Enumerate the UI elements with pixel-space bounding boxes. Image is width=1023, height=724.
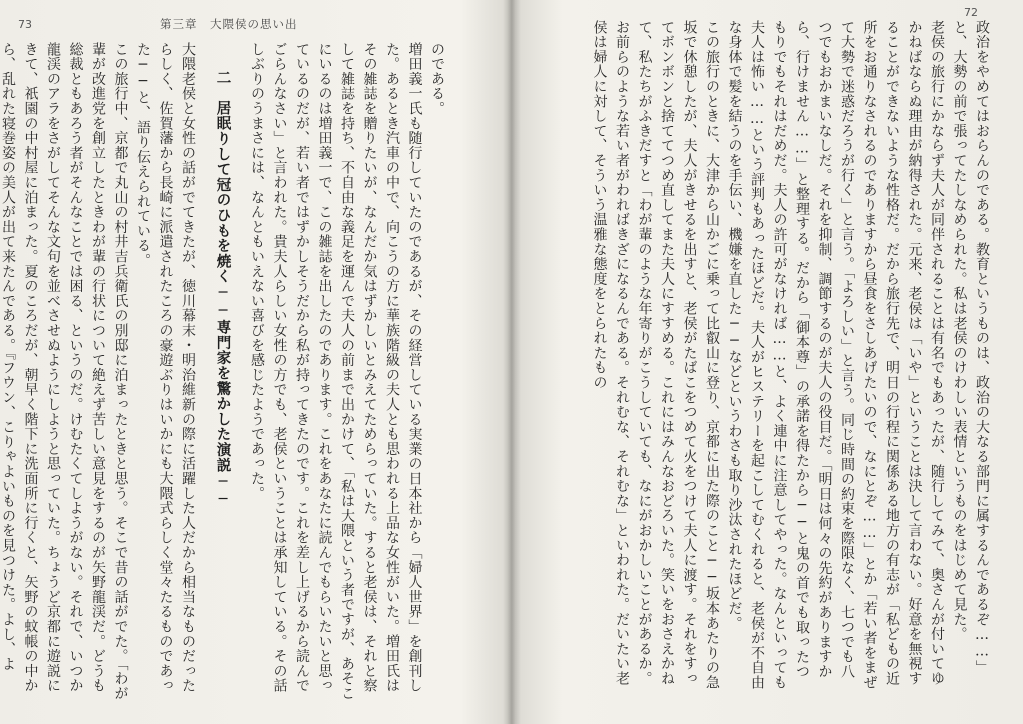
paragraph: この旅行中、京都で丸山の村井吉兵衛氏の別邸に泊まったときと思う。そこで昔の話がでた。「わが輩が改進党を創立したときわが輩の行状について絶えず苦しい意見をするのが矢野龍渓だ。どうも総裁ともあろう者がそんなことでは困る、というのだ。けむたくてしようがない。それで、いつか龍渓のアラをさがしてそんな文句を並べさせぬようにしようと思っていた。ちょうど京都に遊説にきて、祇園の中村屋に泊まった。夏のころだが、朝早く階下に洗面所に行くと、矢野の蚊帳の中から、乱れた寝巻姿の美人が出て来たんである。『フウン、こりゃよいものを見つけた。よし、よ <box>0 42 129 701</box>
section-heading: 二 居眠りして冠のひもを焼く──専門家を驚かした演説── <box>214 70 232 509</box>
running-head: 第三章 大隈侯の思い出 <box>160 17 298 31</box>
paragraph: 大隈老侯と女性の話がでてきたが、徳川幕末・明治維新の際に活躍した人だから相当なものだったらしく、佐賀藩から長崎に派遣されたころの豪遊ぶりはいかにも大隈式らしく堂々たるものであった──と、語り伝えられている。 <box>135 42 196 694</box>
right-page <box>512 0 1023 724</box>
left-page <box>0 0 508 724</box>
paragraph: 政治をやめてはおらんのである。教育というものは、政治の大なる部門に属するんであるぞ……」と、大勢の前で張ってたしなめられた。私は老侯のけわしい表情というものをはじめて見た。 <box>951 20 990 676</box>
paragraph: この旅行のときに、大津から山かごに乗って比叡山に登り、京都に出た際のこと──坂本あたりの急坂で休憩したが、夫人がきせるを出すと、老侯がたばこをつめて火をつけて夫人に渡す。それをすってボンボンと捨ててつめ直してまた夫人にすすめる。これにはみんなおどろいた。笑いをおさえかねて、私たちがふきだすと「わが輩のような年寄りがこうしていても、なにがおかしいことがあるか。お前らのような若い者がわればきざになるんである。それむな、それむな」といわれた。だいたい老侯は婦人に対して、そういう温雅な態度をとられたもの <box>591 20 720 690</box>
paragraph: 老侯の旅行にかならず夫人が同伴されることは有名でもあったが、随行してみて、奥さんが付いてゆかねばならぬ理由が納得された。元来、老侯は「いや」ということは決して言わない。好意を無視することができないような性格だ。だから旅行先で、明日の行程に関係ある地方の有志が「私どもの近所をお通りなされるのでありますから昼食をさしあげたいので、なにとぞ……」とか「若い者をまぜて大勢で迷惑だろうが行く」と言う。「よろしい」と言う。同じ時間の約束を際限なく、七つでも八つでもおかまいなしだ。それを抑制、調節するのが夫人の役目だ。「明日は何々の先約がありますから、行けません……」と整理する。だから「御本尊」の承諾を得たから──と鬼の首でも取ったつもりでもそれはだめだ。夫人の許可がなければ……と、よく連中に注意してやった。なんといっても夫人は怖い……という評判もあったほどだ。夫人がヒステリーを起こしてむくれると、老侯が不自由な身体で髪を結うのを手伝い、機嫌を直した──などというわさも取り沙汰されたほどだ。 <box>726 20 945 690</box>
left-page-body <box>0 42 448 702</box>
right-page-body <box>533 20 993 692</box>
right-page-number: 72 <box>964 6 978 19</box>
paragraph: のである。 <box>429 42 445 116</box>
left-page-number: 73 <box>18 18 32 31</box>
paragraph: 増田義一氏も随行していたのであるが、その経営している実業の日本社から「婦人世界」を創刊した。あるとき汽車の中で、向こうの方に華族階級の夫人とも思われる上品な女性がいた。増田氏はその雑誌を贈りたいが、なんだか気はずかしいとみえてためらっていた。すると老侯は、それと察して雑誌を持ち、不自由な義足を運んで夫人の前まで出かけて、「私は大隈という者ですが、あそこにいるのは増田義一で、この雑誌を出したのであります。これをあなたに読んでもらいたいと思っているのだが、若い者ではずかしそうだから私が持ってきたのです。これを差し上げるから読んでごらんなさい」と言われた。貴夫人らしい女性の方でも、老侯ということは承知している。その話しぶりのうまさには、なんともいえない喜びを感じたようであった。 <box>249 42 423 701</box>
